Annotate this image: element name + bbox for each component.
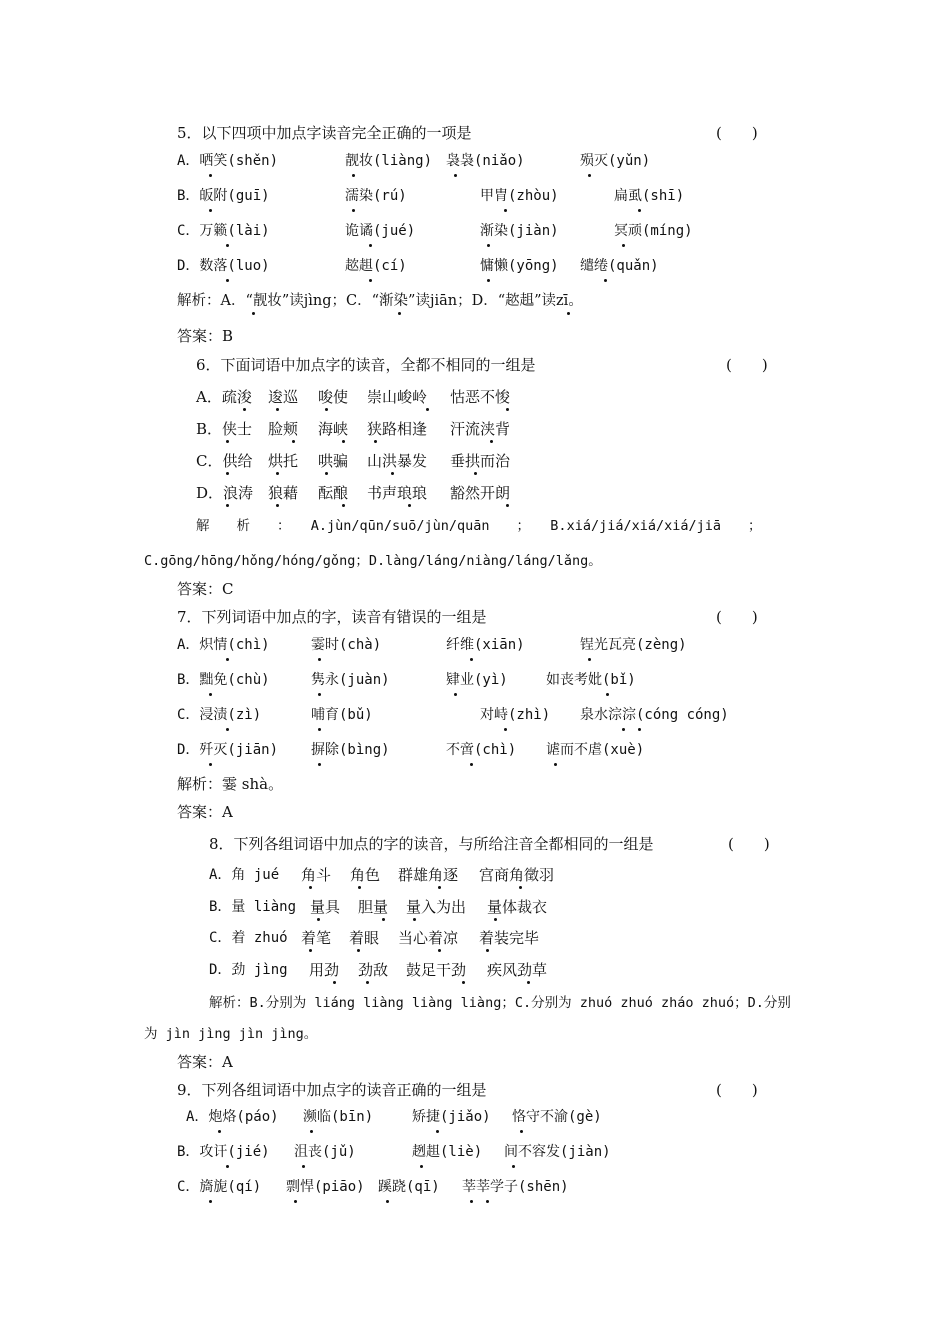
- emphasis-dot: [209, 209, 212, 212]
- emphasis-dot: [426, 408, 429, 411]
- q9-option-b-4: 间不容发(jiàn): [504, 1144, 611, 1160]
- q6-option-a-2: 逡巡: [268, 388, 299, 406]
- q9-option-a-1: A．炮烙(páo): [186, 1109, 279, 1125]
- emphasis-dot: [436, 1130, 439, 1133]
- emphasis-dot: [520, 1130, 523, 1133]
- q5-option-a-2: 靓妆(liàng): [345, 153, 433, 169]
- q7-option-c-4: 泉水淙淙(cóng cóng): [580, 707, 729, 723]
- q8-option-a-3: 角色: [350, 866, 381, 884]
- emphasis-dot: [276, 408, 279, 411]
- emphasis-dot: [408, 504, 411, 507]
- emphasis-dot: [342, 504, 345, 507]
- emphasis-dot: [554, 763, 557, 766]
- q5-option-b-2: 濡染(rú): [345, 188, 407, 204]
- q8-option-a-label: A．角 jué: [209, 867, 280, 883]
- q8-option-c-2: 着笔: [301, 929, 332, 947]
- q9-option-c-2: 剽悍(piāo): [286, 1179, 365, 1195]
- emphasis-dot: [309, 886, 312, 889]
- emphasis-dot: [454, 693, 457, 696]
- emphasis-dot: [512, 1165, 515, 1168]
- emphasis-dot: [333, 981, 336, 984]
- q8-analysis-line-1: 解析：B.分别为 liáng liàng liàng liàng；C.分别为 zhuó zhuó zháo zhuó；D.分别: [209, 995, 791, 1011]
- q6-option-d-3: 酝酿: [318, 484, 349, 502]
- q5-stem: 5．以下四项中加点字读音完全正确的一项是: [177, 124, 472, 142]
- q5-option-c-1: C．万籁(lài): [177, 223, 270, 239]
- emphasis-dot: [506, 408, 509, 411]
- q9-stem: 9．下列各组词语中加点字的读音正确的一组是: [177, 1081, 487, 1099]
- q7-option-b-3: 肄业(yì): [446, 672, 508, 688]
- emphasis-dot: [391, 472, 394, 475]
- q8-option-b-label: B．量 liàng: [209, 899, 297, 915]
- emphasis-dot: [504, 728, 507, 731]
- emphasis-dot: [226, 1165, 229, 1168]
- emphasis-dot: [413, 918, 416, 921]
- emphasis-dot: [487, 244, 490, 247]
- q5-option-d-2: 趑趄(cí): [345, 258, 407, 274]
- q8-option-d-2: 用劲: [309, 961, 340, 979]
- emphasis-dot: [638, 209, 641, 212]
- q8-option-c-4: 当心着凉: [398, 929, 459, 947]
- q7-option-a-2: 霎时(chà): [311, 637, 382, 653]
- q6-option-c-3: 哄骗: [318, 452, 349, 470]
- q8-option-b-5: 量体裁衣: [487, 898, 548, 916]
- emphasis-dot: [243, 408, 246, 411]
- q5-option-d-4: 缱绻(quǎn): [580, 258, 659, 274]
- q5-option-c-3: 渐染(jiàn): [480, 223, 559, 239]
- emphasis-dot: [506, 504, 509, 507]
- q6-option-c-4: 山洪暴发: [367, 452, 428, 470]
- emphasis-dot: [470, 763, 473, 766]
- emphasis-dot: [209, 1200, 212, 1203]
- emphasis-dot: [309, 949, 312, 952]
- q8-option-c-label: C．着 zhuó: [209, 930, 288, 946]
- q6-option-b-4: 狭路相逢: [367, 420, 428, 438]
- emphasis-dot: [318, 763, 321, 766]
- emphasis-dot: [302, 1165, 305, 1168]
- emphasis-dot: [398, 312, 401, 315]
- q5-option-d-3: 慵懒(yōng): [480, 258, 559, 274]
- q6-analysis-line-2: C.gōng/hōng/hǒng/hóng/gǒng；D.làng/láng/niàng/láng/lǎng。: [144, 553, 602, 569]
- q6-option-d-5: 豁然开朗: [450, 484, 511, 502]
- emphasis-dot: [226, 504, 229, 507]
- q6-answer-blank: ( ): [726, 356, 768, 374]
- emphasis-dot: [226, 658, 229, 661]
- emphasis-dot: [226, 244, 229, 247]
- emphasis-dot: [527, 981, 530, 984]
- emphasis-dot: [352, 174, 355, 177]
- q6-answer: 答案：C: [177, 580, 234, 598]
- emphasis-dot: [567, 312, 570, 315]
- q9-option-b-2: 沮丧(jǔ): [294, 1144, 356, 1160]
- emphasis-dot: [357, 949, 360, 952]
- q9-option-a-4: 恪守不渝(gè): [512, 1109, 602, 1125]
- emphasis-dot: [366, 981, 369, 984]
- q8-answer: 答案：A: [177, 1053, 233, 1071]
- q8-option-d-5: 疾风劲草: [487, 961, 548, 979]
- q7-option-a-3: 纤维(xiān): [446, 637, 525, 653]
- q8-answer-blank: ( ): [728, 835, 770, 853]
- q9-option-c-1: C．旖旎(qí): [177, 1179, 262, 1195]
- emphasis-dot: [294, 1200, 297, 1203]
- q8-option-b-3: 胆量: [358, 898, 389, 916]
- emphasis-dot: [490, 440, 493, 443]
- q5-option-c-4: 冥顽(míng): [614, 223, 693, 239]
- q5-option-b-4: 扁虱(shī): [614, 188, 685, 204]
- emphasis-dot: [486, 1200, 489, 1203]
- q8-option-a-5: 宫商角徵羽: [479, 866, 555, 884]
- q6-option-d-4: 书声琅琅: [367, 484, 428, 502]
- emphasis-dot: [358, 886, 361, 889]
- emphasis-dot: [638, 728, 641, 731]
- q8-option-c-5: 着装完毕: [479, 929, 540, 947]
- emphasis-dot: [504, 209, 507, 212]
- emphasis-dot: [318, 693, 321, 696]
- q7-option-c-2: 哺育(bǔ): [311, 707, 373, 723]
- emphasis-dot: [318, 728, 321, 731]
- emphasis-dot: [438, 949, 441, 952]
- q7-option-a-4: 锃光瓦亮(zèng): [580, 637, 687, 653]
- emphasis-dot: [209, 174, 212, 177]
- q6-stem: 6．下面词语中加点字的读音，全都不相同的一组是: [196, 356, 536, 374]
- q6-option-b-3: 海峡: [318, 420, 349, 438]
- q7-option-d-3: 不啻(chì): [446, 742, 517, 758]
- q9-option-a-2: 濒临(bīn): [303, 1109, 374, 1125]
- q7-answer-blank: ( ): [716, 608, 758, 626]
- emphasis-dot: [317, 918, 320, 921]
- emphasis-dot: [494, 918, 497, 921]
- q7-option-d-2: 摒除(bìng): [311, 742, 390, 758]
- q6-analysis-line-1: 解 析 ： A.jùn/qūn/suō/jùn/quān ； B.xiá/jiá/xiá/xiá/jiā ；: [196, 518, 762, 534]
- emphasis-dot: [588, 174, 591, 177]
- q7-option-c-1: C．浸渍(zì): [177, 707, 262, 723]
- q8-stem: 8．下列各组词语中加点的字的读音，与所给注音全都相同的一组是: [209, 835, 654, 853]
- q5-option-a-4: 殒灭(yǔn): [580, 153, 651, 169]
- q5-analysis: 解析：A．“靓妆”读jìng；C．“渐染”读jiān；D．“趑趄”读zī。: [177, 293, 583, 309]
- q6-option-a-5: 怙恶不悛: [450, 388, 511, 406]
- emphasis-dot: [325, 408, 328, 411]
- q8-option-d-3: 劲敌: [358, 961, 389, 979]
- emphasis-dot: [226, 279, 229, 282]
- emphasis-dot: [454, 174, 457, 177]
- q8-option-b-4: 量入为出: [406, 898, 467, 916]
- q5-answer-blank: ( ): [716, 124, 758, 142]
- emphasis-dot: [226, 440, 229, 443]
- emphasis-dot: [622, 728, 625, 731]
- q8-option-d-4: 鼓足干劲: [406, 961, 467, 979]
- q9-option-c-3: 蹊跷(qī): [378, 1179, 440, 1195]
- emphasis-dot: [438, 886, 441, 889]
- emphasis-dot: [519, 886, 522, 889]
- emphasis-dot: [325, 472, 328, 475]
- emphasis-dot: [252, 312, 255, 315]
- emphasis-dot: [382, 918, 385, 921]
- emphasis-dot: [470, 1200, 473, 1203]
- q7-option-b-1: B．黜免(chù): [177, 672, 270, 688]
- q8-option-a-4: 群雄角逐: [398, 866, 459, 884]
- q6-option-c-5: 垂拱而治: [450, 452, 511, 470]
- q9-option-a-3: 矫捷(jiǎo): [412, 1109, 491, 1125]
- q6-option-c-2: 烘托: [268, 452, 299, 470]
- q6-option-b-2: 脸颊: [268, 420, 299, 438]
- emphasis-dot: [292, 440, 295, 443]
- emphasis-dot: [486, 949, 489, 952]
- q9-option-b-1: B．攻讦(jié): [177, 1144, 270, 1160]
- q7-option-d-1: D．歼灭(jiān): [177, 742, 279, 758]
- emphasis-dot: [226, 472, 229, 475]
- emphasis-dot: [606, 693, 609, 696]
- q8-analysis-line-2: 为 jìn jìng jìn jìng。: [144, 1026, 318, 1042]
- emphasis-dot: [276, 472, 279, 475]
- q9-option-b-3: 趔趄(liè): [412, 1144, 483, 1160]
- q5-option-b-1: B．皈附(guī): [177, 188, 270, 204]
- emphasis-dot: [622, 244, 625, 247]
- emphasis-dot: [352, 209, 355, 212]
- emphasis-dot: [276, 504, 279, 507]
- emphasis-dot: [462, 981, 465, 984]
- emphasis-dot: [226, 728, 229, 731]
- q9-answer-blank: ( ): [716, 1081, 758, 1099]
- q7-answer: 答案：A: [177, 803, 233, 821]
- q8-option-a-2: 角斗: [301, 866, 332, 884]
- emphasis-dot: [588, 658, 591, 661]
- emphasis-dot: [487, 279, 490, 282]
- emphasis-dot: [374, 440, 377, 443]
- q7-option-c-3: 对峙(zhì): [480, 707, 551, 723]
- q5-option-c-2: 诡谲(jué): [345, 223, 416, 239]
- q9-option-c-4: 莘莘学子(shēn): [462, 1179, 569, 1195]
- q5-answer: 答案：B: [177, 327, 234, 345]
- emphasis-dot: [420, 1165, 423, 1168]
- q7-analysis: 解析：霎 shà。: [177, 775, 284, 793]
- emphasis-dot: [209, 763, 212, 766]
- emphasis-dot: [310, 1130, 313, 1133]
- q6-option-b-5: 汗流浃背: [450, 420, 511, 438]
- q6-option-a-4: 崇山峻岭: [367, 388, 428, 406]
- q8-option-c-3: 着眼: [349, 929, 380, 947]
- emphasis-dot: [470, 658, 473, 661]
- q8-option-b-2: 量具: [310, 898, 341, 916]
- q5-option-d-1: D．数落(luo): [177, 258, 270, 274]
- q6-option-b-label: B．侠士: [196, 420, 253, 438]
- q5-option-a-1: A．哂笑(shěn): [177, 153, 279, 169]
- emphasis-dot: [386, 1200, 389, 1203]
- emphasis-dot: [369, 279, 372, 282]
- emphasis-dot: [369, 244, 372, 247]
- emphasis-dot: [209, 693, 212, 696]
- emphasis-dot: [218, 1130, 221, 1133]
- q7-stem: 7．下列词语中加点的字，读音有错误的一组是: [177, 608, 487, 626]
- q6-option-c-label: C．供给: [196, 452, 253, 470]
- q7-option-b-4: 如丧考妣(bǐ): [546, 672, 636, 688]
- emphasis-dot: [342, 440, 345, 443]
- q6-option-d-label: D．浪涛: [196, 484, 254, 502]
- emphasis-dot: [318, 658, 321, 661]
- emphasis-dot: [474, 472, 477, 475]
- q7-option-b-2: 隽永(juàn): [311, 672, 390, 688]
- q7-option-a-1: A．炽情(chì): [177, 637, 270, 653]
- q5-option-a-3: 袅袅(niǎo): [446, 153, 525, 169]
- q6-option-d-2: 狼藉: [268, 484, 299, 502]
- q6-option-a-3: 唆使: [318, 388, 349, 406]
- q8-option-d-label: D．劲 jìng: [209, 962, 288, 978]
- q5-option-b-3: 甲胄(zhòu): [480, 188, 559, 204]
- emphasis-dot: [604, 279, 607, 282]
- q7-option-d-4: 谑而不虐(xuè): [546, 742, 645, 758]
- q6-option-a-label: A．疏浚: [196, 388, 252, 406]
